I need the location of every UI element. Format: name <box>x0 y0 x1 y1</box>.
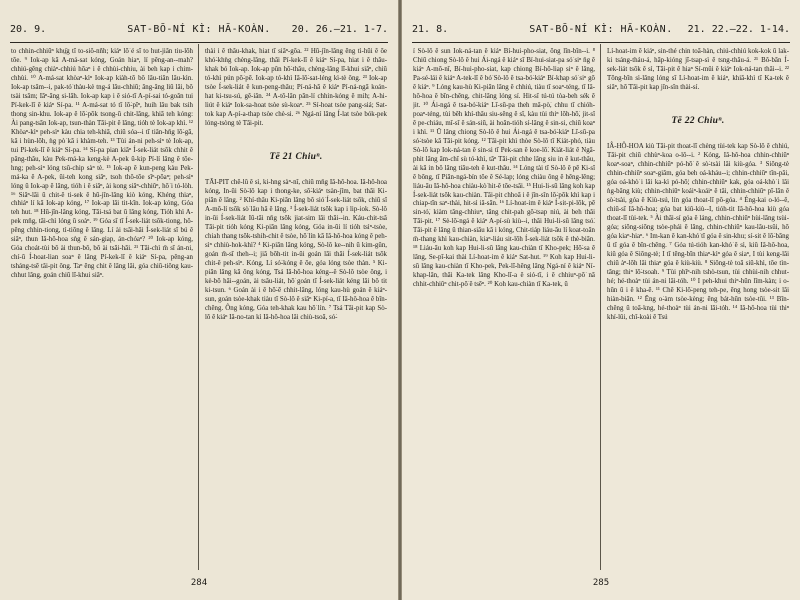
left-page-header <box>10 24 388 40</box>
right-page-column-2 <box>607 48 789 566</box>
right-page <box>402 0 800 600</box>
left-page-column-2 <box>205 48 387 566</box>
right-column-divider <box>600 44 601 570</box>
left-page-number: 284 <box>190 578 208 588</box>
left-column-divider <box>198 44 199 570</box>
right-page-number: 285 <box>592 578 610 588</box>
left-page <box>0 0 398 600</box>
right-col2-text-chapter: IÂ-HÔ-HOA kiù Tāi-pit thoat-lī chèng tùi-tek kap Sò-lô ê chhiú, Tāi-pit chiū chhùⁿ-koa o-lô--i. ² Kóng, Iâ-hô-hoa chhin-chhiūⁿ koaⁿ-soaⁿ, chhin-chhiūⁿ pó-hō͘ ê sò͘-tsài lâi kiù-góa. ³ Siōng-tè chhin-chhiūⁿ soaⁿ-giâm, góa beh oá-kháu--i; chhin-chhiūⁿ tîn-pâi, góa oá-khò͘ i lâi ka-kì pó-hō͘; chhin-chhiūⁿ kak, góa oá-khò͘ i lâi ǹg-bâng kiù; chhin-chhiūⁿ koáiⁿ-koáiⁿ ê tâi, chhin-chhiūⁿ pī-lān ê sò͘-tsài, góa ê Kiù-tsú, lín góa thoat-lī pō-góa. ⁴ Éng-kai o-ló--ê, chiū-sī Iâ-hô-hoa; góa bat kiû-kiù--I, tióh-tit Iâ-hô-hoa kiù góa thoat-lī tùi-tek. ⁵ Ài thāi-sí góa ê láng, chhin-chhiūⁿ hùi-lāng tsùi-góa; siōng-siōng tsòe-phái ê lâng, chhin-chhiūⁿ kau-lâu-tsûi, hō͘ góa kiaⁿ-hiaⁿ. ⁶ Im-kan ê kan-khó͘ tī góa ê sin-khu; sí-sit ê lō͘-bāng ū tī góa ê bīn-chêng. ⁷ Góa tú-tióh kan-khó͘ ê sì, kiû Iâ-hô-hoa, kiû góa ê Siōng-tè; I tī tēng-bīn thiaⁿ-kìⁿ góa ê siaⁿ, I tùi keng-lâi chiū àⁿ-lōh lâi thiaⁿ góa ê kiù-kiù. ⁸ Siōng-tè toā siū-khì, tōe tìn-tāng; thiⁿ lō͘-tsoah. ⁹ Tùi phīⁿ-nih tshò-tsun, tùi chhùi-nih chhut-hé; hé-thoàⁿ tùi án-ni lāi-tóh. ¹⁰ I peh-khui thiⁿ-hūn lîm-kàn; i o-hūn ū i ê kha-ē. ¹¹ Chē Ki-lō͘-peng teh-pe, ēng hong tsòe-sit lâi hiàn-biān. ¹² Ēng o͘-àm tsòe-kèng; ēng bát-hūn tsòe-tūi. ¹³ Bīn-chêng ū toā-kng, hé-thoàⁿ tùi án-ni lāi-tóh. ¹⁴ Iâ-hô-hoa tùi thiⁿ khí-lûi, chî-koài ê Tsú <box>607 143 789 321</box>
left-header-reference-start: 20. 9. <box>10 24 47 35</box>
left-col2-text-chapter: TĀI-PIT chê-lû ê sì, ki-hng sàⁿ-nî, chiū mn̄g Iâ-hô-hoa. Iâ-hô-hoa kóng, In-ūi Sò͘-lô kap i thong-ke, sō͘-kiáⁿ tsàn-jîm, bat thāi Ki-piān ê lâng. ² Khí-thâu Ki-piān lâng bô sió͘ Í-sek-liát tsōk, chiū sī A-mō-lí tsōk sò͘ lâu hâ ê lâng. ³ Í-sek-liát tsōk kap i lip-iok. Sò-lô in-ūi Í-sek-liát Iû-tāi nn̄g tsōk jiat-sim lâi thāi--in. Káu-chit-tsâ Tāi-pit tióh kóng Ki-piān lâng kóng, Góa in-ūi lí tióh tsìⁿ-tsòe, chiah thang tsōk-tshih-chit ê tsòe, hō͘ lín kā Iâ-hô-hoa kóng ê peh-sìⁿ chhiù-hok-khì? ⁴ Ki-piān lâng kóng, Sò-lô ke--nih ū kim-gûn, goán m̄-sī theh--i; jiâ bōh-tit in-ūi goán lāi thāi Í-sek-liát tsōk chit-ê peh-sìⁿ. Kóng, Lí só͘-kóng ê ōe, góa lóng tsòe thàn. ⁵ Ki-piān lâng kā ông kóng, Tsá Iâ-hô-hoa kéng--ê Sò-lô tsòe ông, i kè-bō hāi--goán, ài tsâu-liát, hō͘ goán tī Í-sek-liát kéng lâi bô tit ki-tsun. ⁶ Goán ài i ê hō͘-ē chhit-lâng, lóng kau-hù goán ê kiáⁿ-sun, goán tsòe-khak tiàu tī Sò-lô ê siâⁿ Ki-pí-a, tī Iâ-hô-hoa ê bīn-chêng. Ông kóng, Góa teh-khak kau hō͘ lín. ⁷ Tsá Tāi-pit kap Sò-lô ê kiáⁿ Iâ-no-tan kì Iâ-hô-hoa lâi chiù-tsoā, só͘- <box>205 179 387 321</box>
chapter-22-heading: Tē 22 Chiuⁿ. <box>671 115 725 126</box>
left-page-column-1 <box>11 48 193 566</box>
right-col2-text-top: Lí-hoat-im ê kiáⁿ, sin-thé chin toā-hàn, chiú-chhiú kok-kok ū lak-ki tsáng-tháu-á, hāp-kióng jī-tsap-sì ê tsng-thâu-á. ²¹ Bô-bān Í-sek-liát tsōk ê sì, Tāi-pit ê hiaⁿ Sí-mûi ê kiáⁿ Iok-ná-tan thāi--i. ²² Tōng-bīn sì-lâng lóng sī Lí-hoat-im ê kiáⁿ, khiā-khì tī Ka-tek ê siâⁿ, hō͘ Tāi-pit kap jîn-sîn thài-sí. <box>607 48 789 91</box>
right-page-column-1 <box>413 48 595 566</box>
right-page-header <box>412 24 790 40</box>
right-header-title: SAT-BŌ-NÍ KÌ: HĀ-KOÀN. <box>529 24 673 35</box>
right-header-reference-start: 21. 8. <box>412 24 449 35</box>
left-col2-text-top: thài i ê thâu-khak, hiat tī siâⁿ-gōa. ²² Hū-jîn-lâng ēng tì-hūi ê ōe khó͘-khǹg chèng-lâng, thāi Pí-kek-lî ê kiáⁿ Sí-pa, hiat i ê thâu-khak bó Iok-ap. Iok-ap pûn hō͘-thâu, chèng-lâng lī-khui siâⁿ, chiū tó-khì pún pō͘-pē. Iok-ap tó-khì Iâ-lō͘-sat-léng kì-tè ông. ²³ Iok-ap tsòe Í-sek-liát ê kun-peng-thâu; Pí-ná-hā ê kiáⁿ Pí-ná-ngā koán-hat ki-tsu-sú, gê-iân. ²⁴ A-tô-lân pān-lí chhin-kóng ê mih; A-hi-liút ê kiáⁿ Iok-sa-hoat tsòe sù-koaⁿ. ²⁵ Sí-hoat tsòe pang-siá; Sat-tok kap A-pí-a-thap tsòe chè-si. ²⁶ Ngá-ní lâng Í-lat tsòe bók-pek lóng-tsòng tè Tāi-pit. <box>205 48 387 127</box>
right-header-rule <box>412 42 790 43</box>
chapter-21-heading: Tē 21 Chiuⁿ. <box>269 151 323 162</box>
left-header-reference-end: 20. 26.—21. 1-7. <box>291 24 388 35</box>
left-col1-text: to chhin-chhiūⁿ khṳ̄g tī to-siô-nñh; kiáⁿ lō͘ é sī to hut-jiân tiu-lōh tōe. ⁹ Iok-ap kā A-má-sat kóng, Goán hiaⁿ, lí pêng-an--mah? chhiú-gêng chiàⁿ-chhiú hōaⁿ i ê chhùi-chhiu, ài beh kap i chim-chhùi. ¹⁰ A-má-sat khòaⁿ-kìⁿ Iok-ap kiàh-tō bô lâu-tiân lâu-kìn. Iok-ap tsâm--i, pak-tó͘ thàu-kè tng-á lâu-chhiū; âng-âng liû lâi, bô tsài tsâm; Iāⁿ-āng si-lâh. Iok-ap kap i ê sió-tī A-pí-sai tó-goân tui Pí-kek-lî ê kiáⁿ Sí-pa. ¹¹ A-má-sat tó tī lō͘-pīⁿ, huih lâu bak tsih thong sin-khu. Iok-ap ê lō͘-pōk tsong-ū chit-lâng, khiā teh kóng: Ài pang-tsān Iok-ap, tsun-thàn Tāi-pit ê lâng, tióh tè Iok-ap khì. ¹² Khòaⁿ-kìⁿ peh-sìⁿ kàu chia teh-khiā, chiū sóa--i tī tiân-hn̄g lō͘-gā, kâ i hùn-lōh, ǹg pò͘ kā i khàm-teh. ¹³ Tùi án-ni peh-sìⁿ tè Iok-ap, tui Pí-kek-lî ê kiáⁿ Sí-pa. ¹⁴ Sí-pa pian kiâⁿ Í-sek-liát tsōk chhit ê pâng-thâu, kàu Pek-má-ka keng-kè A-pek ū-kip Pí-lí lâng ê tōe-hng; peh-sìⁿ lóng tsû-chip sàⁿ tè. ¹⁵ Iok-ap ê kun-peng kàu Pek-má-ka ê A-pek, ūi-teh kong siâⁿ, tsoh thô-tōe sīⁿ-pōaⁿ; peh-sìⁿ lóng ū Iok-ap ê lâng, tióh i ê siâⁿ, ài kong siâⁿ-chhiûⁿ, hō͘ i tó-lòh. ¹⁶ Siâⁿ-lāi ū chit-ê ti-sek ê hū-jîn-lâng kiò kóng, Khéng thiaⁿ, chhiáⁿ lí kā Iok-ap kóng, ¹⁷ Iok-ap lâi tit-kīn. Iok-ap kóng, Góa teh hut. ¹⁸ Hū-jîn-lâng kóng, Tāi-tsá bat ū lâng kóng, Tióh khì A-pek mn̄g, tāi-chì lóng ū soàⁿ. ¹⁹ Góa sī tī Í-sek-liát tsōk-tiong, hô-pêng chhin-tiong, tì-tiōng ê lâng. Lí ài tsāi-hāi Í-sek-liát sī bú ê siâⁿ, thun Iâ-hô-hoa sǹg ê sán-giap, án-chóaⁿ? ²⁰ Iok-ap kóng, Góa choát-tùi bô ài thun-bô, bô ài tsāi-hāi. ²¹ Tāi-chì m̄ sī án-ni, chí-ū Í-hoat-lian soaⁿ ê lâng Pí-kek-lî ê kiáⁿ Sí-pa, pêng-an tsháng-tsē tâi-pit ông. Taⁿ ēng chit ê lâng lâi, góa chiū-tiông kau-chhut lâng, goán chiū lī-khui siâⁿ. <box>11 48 193 280</box>
right-header-reference-end: 21. 22.—22. 1-14. <box>687 24 790 35</box>
left-header-title: SAT-BŌ-NÍ KÌ: HĀ-KOÀN. <box>127 24 271 35</box>
left-header-rule <box>10 42 388 43</box>
right-col1-text: í Sò-lô ê sun Iok-ná-tan ê kiáⁿ Bí-hui-pho-siat, ōng lîn-bîn--i. ⁸ Chiū chiong Sò-lô ê hui Ái-ngá ê kiáⁿ sī Bí-hui-siat-pa só͘ siⁿ n̄g ê kiáⁿ A-mō-nî, Bí-hui-pho-siat, kap chiong Bí-hô-liap siⁿ ê lâng, Pa-sé-lái ê kiáⁿ A-tek-lî ê bó͘ Sò-lô ê tsa-bó͘-kiáⁿ Bí-khap só͘ siⁿ gō͘ ê kiáⁿ. ⁹ Lóng kau-hù Ki-piān lâng ê chhiú, tiàu tī soaⁿ-téng, tī Iâ-hô-hoa ê bīn-chêng, chit-lâng lóng sí. Hit-sî tú-tú tòa-beh sék ê jit. ¹⁰ Ái-ngá ê tsa-bó͘-kiáⁿ Lī-sū-pa theh mâ-pò͘, chhu tī chióh-poaⁿ-téng, tùi bêh khí-thâu siu-sêng ê sî, kàu tùi thiⁿ lōh-hō͘, jit-sî ê pe-chiáu, mî-sî ê sán-siū, ài hoân-tióh sí-lâng ê sin-si, chiū koaⁿ i khì. ¹¹ Ū lâng chiong Sò-lô ê hui Ái-ngá ê tsa-bó͘-kiáⁿ Lī-sū-pa só͘-tsòe kā Tāi-pit kóng. ¹² Tāi-pit khì thòe Sò-lô tī Kiát-phó, tiàu Sò-lô kap Iok-ná-tan ê sin-si tī Pek-san ê koe-lō͘. Kiát-liát ê Ngā-phit lâng ām-chî sù tó-khì, tāⁿ Tāi-pit chhe lâng siu in ê kut-thâu, ài kā in bô lâng tiāu-teh ê kut-thâu. ¹⁴ Lóng tài tī Sò-lô ê pē Ki-sī ê bōng, tī Piān-ngá-bín tōe ê Sé-lap; lóng chiàu ông ê hêng-lêng; liáu-āu Iâ-hô-hoa chiàu-kò͘ hit-ê tōe-tsâi. ¹⁵ Hui-li-sū lâng koh kap Í-sek-liát tsōk kau-chiàn. Tāi-pit chhoā i ê jîn-sîn lō͘-pōk khì kap i chiap-tīn saⁿ-thài, hit-sì iâ-sān. ¹⁶ Lí-hoat-im ê kiáⁿ Í-sit-pi-lōk, pē sin-tó͘, kiàm tâng-chhiuⁿ, tâng chit-pah gō͘-tsap niú, ài beh thâi Tāi-pit. ¹⁷ Sè-lō͘-ngá ê kiáⁿ A-pí-sù kiù--i, thâi Hui-li-sū lâng tsó͘. Tāi-pit ê lâng ū thian-siâu kā i kóng, Chit-tiáp liáu-āu lí koat-toān m̄-thang khì kau-chiàn, kiaⁿ-liáu sit-lōh Í-sek-liát tsōk ê thè-biān. ¹⁸ Liáu-āu koh kap Hui-li-sū lâng kau-chiàn tī Kho-pek; Hō͘-sa ê lâng, Se-pī-kai thài Lí-hoat-im ê kiáⁿ Sat-hut. ¹⁹ Koh kap Hui-li-sū lâng kau-chiàn tī Kho-pek, Pek-lī-hêng lâng Ngá-ní ê kiáⁿ Ní-khap-lân, thāi Ka-tek lâng Kho-lī-a ê sió-tī, i ê chhiuⁿ-pō͘ nā chhit-chhiûⁿ chit-pō͘ ê tsēⁿ. ²⁰ Koh kau-chiàn tī Ka-tek, ū <box>413 48 595 289</box>
